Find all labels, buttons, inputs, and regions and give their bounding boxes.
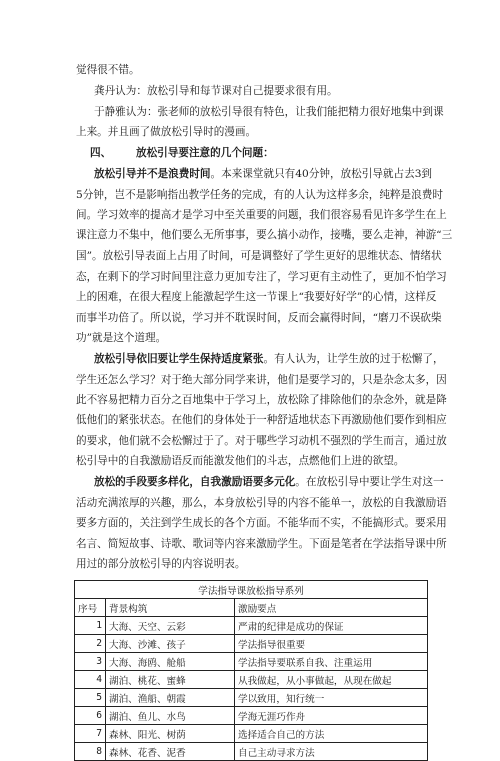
text-span: 。有人认为，让学生放的过于松懈了， — [263, 353, 444, 365]
row-background: 大海、天空、云彩 — [106, 617, 235, 635]
paragraph-first-line — [0, 475, 500, 489]
text-line: 功”就是这个道理。 — [76, 332, 167, 344]
text-line: 龚丹认为：放松引导和每节课对自己提要求很有用。 — [94, 85, 338, 97]
row-number: 1 — [75, 617, 106, 635]
table-header-row — [75, 599, 428, 617]
row-points: 自己主动寻求方法 — [235, 743, 428, 761]
table-body — [75, 617, 428, 761]
text-line: 学生还怎么学习？对于绝大部分同学来讲，他们是要学习的，只是杂念太多，因 — [76, 374, 447, 386]
row-points: 学海无涯巧作舟 — [235, 707, 428, 725]
row-number: 6 — [75, 707, 106, 725]
row-points: 选择适合自己的方法 — [235, 725, 428, 743]
text-line: 课注意力不集中，他们要么无所事事，要么搞小动作，接嘴，要么走神，神游“三 — [76, 229, 453, 241]
row-number: 7 — [75, 725, 106, 743]
text-span: 。在放松引导中要让学生对这一 — [295, 476, 444, 488]
text-line: 名言、简短故事、诗歌、歌词等内容来激励学生。下面是笔者在学法指导课中所 — [76, 538, 447, 550]
table-row — [75, 635, 428, 653]
header-background: 背景构筑 — [106, 599, 235, 617]
table-row — [75, 725, 428, 743]
header-points: 激励要点 — [235, 599, 428, 617]
row-background: 大海、沙滩、孩子 — [106, 635, 235, 653]
row-background: 湖泊、渔船、朝霞 — [106, 689, 235, 707]
text-line: 上的困难，在很大程度上能激起学生这一节课上“我要好好学”的心情，这样反 — [76, 291, 437, 303]
table-row — [75, 653, 428, 671]
paragraph-heading: 放松的手段要多样化，自我激励语要多元化 — [94, 476, 296, 488]
row-number: 3 — [75, 653, 106, 671]
text-line: 于静雅认为：张老师的放松引导很有特色，让我们能把精力很好地集中到课 — [94, 106, 444, 118]
text-line: 的要求，他们就不会松懈过于了。对于哪些学习动机不强烈的学生而言，通过放 — [76, 435, 447, 447]
row-points: 学以致用，知行统一 — [235, 689, 428, 707]
paragraph-first-line — [0, 352, 500, 366]
paragraph-first-line — [0, 167, 500, 181]
text-line: 5分钟，岂不是影响指出教学任务的完成，有的人认为这样多余，纯粹是浪费时 — [76, 189, 443, 201]
guide-table — [74, 580, 428, 761]
text-line: 低他们的紧张状态。在他们的身体处于一种舒适地状态下再激励他们要作到相应 — [76, 414, 447, 426]
row-background: 大海、海鸥、舱船 — [106, 653, 235, 671]
table-row — [75, 671, 428, 689]
paragraph-heading: 放松引导依旧要让学生保持适度紧张 — [94, 353, 264, 365]
paragraph-heading: 放松引导并不是浪费时间 — [94, 168, 211, 180]
table-row — [75, 689, 428, 707]
text-line: 觉得很不错。 — [76, 64, 140, 76]
text-line: 此不容易把精力百分之百地集中于学习上，放松除了排除他们的杂念外，就是降 — [76, 394, 447, 406]
section-heading — [0, 146, 500, 160]
text-line: 国”。放松引导表面上占用了时间，可是调整好了学生更好的思维状态、情绪状 — [76, 250, 442, 262]
section-title: 放松引导要注意的几个问题： — [136, 147, 274, 159]
text-line: 用过的部分放松引导的内容说明表。 — [76, 558, 246, 570]
row-background: 湖泊、鱼儿、水鸟 — [106, 707, 235, 725]
row-background: 湖泊、桃花、蜜蜂 — [106, 671, 235, 689]
text-line: 松引导中的自我激励语反而能激发他们的斗志，点燃他们上进的欲望。 — [76, 455, 405, 467]
table-caption: 学法指导课放松指导系列 — [75, 581, 428, 599]
text-line: 活动充满浓厚的兴趣，那么，本身放松引导的内容不能单一，放松的自我激励语 — [76, 497, 447, 509]
row-number: 5 — [75, 689, 106, 707]
row-number: 4 — [75, 671, 106, 689]
table-row — [75, 617, 428, 635]
row-points: 从我做起，从小事做起，从现在做起 — [235, 671, 428, 689]
text-line: 态，在剩下的学习时间里注意力更加专注了，学习更有主动性了，更加不怕学习 — [76, 271, 447, 283]
text-line: 上来。并且画了做放松引导时的漫画。 — [76, 126, 257, 138]
header-number: 序号 — [75, 599, 106, 617]
text-line: 间。学习效率的提高才是学习中至关重要的问题，我们很容易看见许多学生在上 — [76, 209, 447, 221]
row-background: 森林、花香、泥香 — [106, 743, 235, 761]
text-line: 而事半功倍了。所以说，学习并不耽误时间，反而会赢得时间，“磨刀不误砍柴 — [76, 312, 442, 324]
text-span: 。本来课堂就只有40分钟，放松引导就占去3到 — [210, 168, 433, 180]
row-background: 森林、阳光、树荫 — [106, 725, 235, 743]
row-number: 8 — [75, 743, 106, 761]
row-points: 学法指导很重要 — [235, 635, 428, 653]
table-row — [75, 743, 428, 761]
row-points: 学法指导要联系自我、注重运用 — [235, 653, 428, 671]
row-number: 2 — [75, 635, 106, 653]
table-row — [75, 707, 428, 725]
row-points: 严肃的纪律是成功的保证 — [235, 617, 428, 635]
section-number: 四、 — [90, 147, 112, 159]
text-line: 要多方面的，关注到学生成长的各个方面。不能华而不实，不能搞形式。要采用 — [76, 517, 447, 529]
